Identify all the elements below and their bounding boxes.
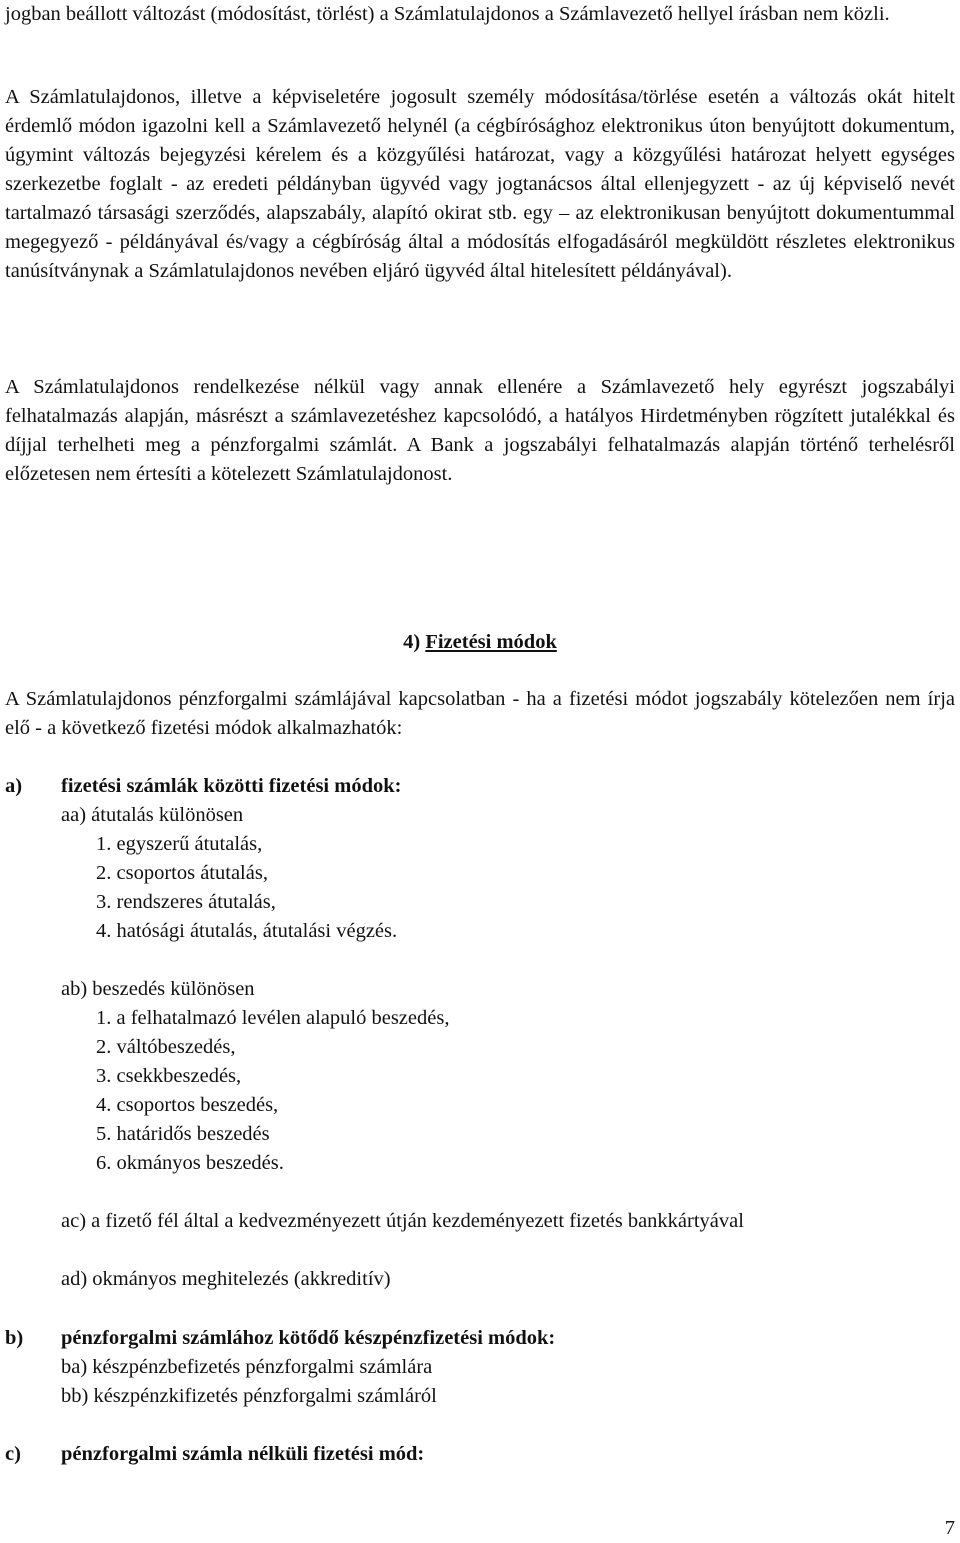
section-b-letter: b): [5, 1327, 24, 1349]
heading-number: 4): [403, 631, 421, 653]
list-item: 2. váltóbeszedés,: [96, 1036, 236, 1058]
heading-title: Fizetési módok: [425, 631, 557, 653]
subsection-aa-label: aa) átutalás különösen: [61, 804, 244, 826]
subsection-bb: bb) készpénzkifizetés pénzforgalmi számláról: [61, 1385, 437, 1407]
list-item: 1. a felhatalmazó levélen alapuló beszedés,: [96, 1007, 450, 1029]
list-item: 6. okmányos beszedés.: [96, 1152, 284, 1174]
section-c-letter: c): [5, 1443, 21, 1465]
section-c-title: pénzforgalmi számla nélküli fizetési mód:: [61, 1443, 425, 1465]
subsection-ba: ba) készpénzbefizetés pénzforgalmi számlára: [61, 1356, 433, 1378]
list-item: 5. határidős beszedés: [96, 1123, 270, 1145]
paragraph-fees: A Számlatulajdonos rendelkezése nélkül vagy annak ellenére a Számlavezető hely egyrészt jogszabályi felhatalmazás alapján, másrészt a számlavezetéshez kapcsolódó, a hatályos Hirdetményben rögzített jutalékkal és díjjal terhelheti meg a pénzforgalmi számlát. A Bank a jogszabályi felhatalmazás alapján történő terhelésről előzetesen nem értesíti a kötelezett Számlatulajdonost.: [5, 376, 955, 485]
section-b-title: pénzforgalmi számlához kötődő készpénzfizetési módok:: [61, 1327, 556, 1349]
list-item: 1. egyszerű átutalás,: [96, 833, 263, 855]
list-item: 2. csoportos átutalás,: [96, 862, 268, 884]
paragraph-account-owner-change: A Számlatulajdonos, illetve a képviseletére jogosult személy módosítása/törlése esetén a változás okát hitelt érdemlő módon igazolni kell a Számlavezető helynél (a cégbírósághoz elektronikus úton benyújtott dokumentum, úgymint változás bejegyzési kérelem és a közgyűlési határozat, vagy a közgyűlési határozat helyett egységes szerkezetbe foglalt - az eredeti példányban ügyvéd vagy jogtanácsos által ellenjegyzett - az új képviselő nevét tartalmazó társasági szerződés, alapszabály, alapító okirat stb. egy – az elektronikusan benyújtott dokumentummal megegyező - példányával és/vagy a cégbíróság által a módosítás elfogadásáról megküldött részletes elektronikus tanúsítványnak a Számlatulajdonos nevében eljáró ügyvéd által hitelesített példányával).: [5, 86, 955, 282]
list-item: 3. csekkbeszedés,: [96, 1065, 242, 1087]
subsection-ab-label: ab) beszedés különösen: [61, 978, 255, 1000]
paragraph-payment-methods-intro: A Számlatulajdonos pénzforgalmi számlájával kapcsolatban - ha a fizetési módot jogszabály kötelezően nem írja elő - a következő fizetési módok alkalmazhatók:: [5, 688, 955, 739]
subsection-ad: ad) okmányos meghitelezés (akkreditív): [61, 1268, 391, 1290]
list-item: 4. csoportos beszedés,: [96, 1094, 279, 1116]
section-a-title: fizetési számlák közötti fizetési módok:: [61, 775, 402, 797]
page-number: 7: [944, 1517, 955, 1539]
subsection-ac: ac) a fizető fél által a kedvezményezett útján kezdeményezett fizetés bankkártyával: [61, 1210, 744, 1232]
section-a-letter: a): [5, 775, 23, 797]
list-item: 4. hatósági átutalás, átutalási végzés.: [96, 920, 398, 942]
section-heading: [5, 628, 955, 657]
intro-paragraph: jogban beállott változást (módosítást, törlést) a Számlatulajdonos a Számlavezető hellyel írásban nem közli.: [5, 3, 890, 25]
list-item: 3. rendszeres átutalás,: [96, 891, 276, 913]
